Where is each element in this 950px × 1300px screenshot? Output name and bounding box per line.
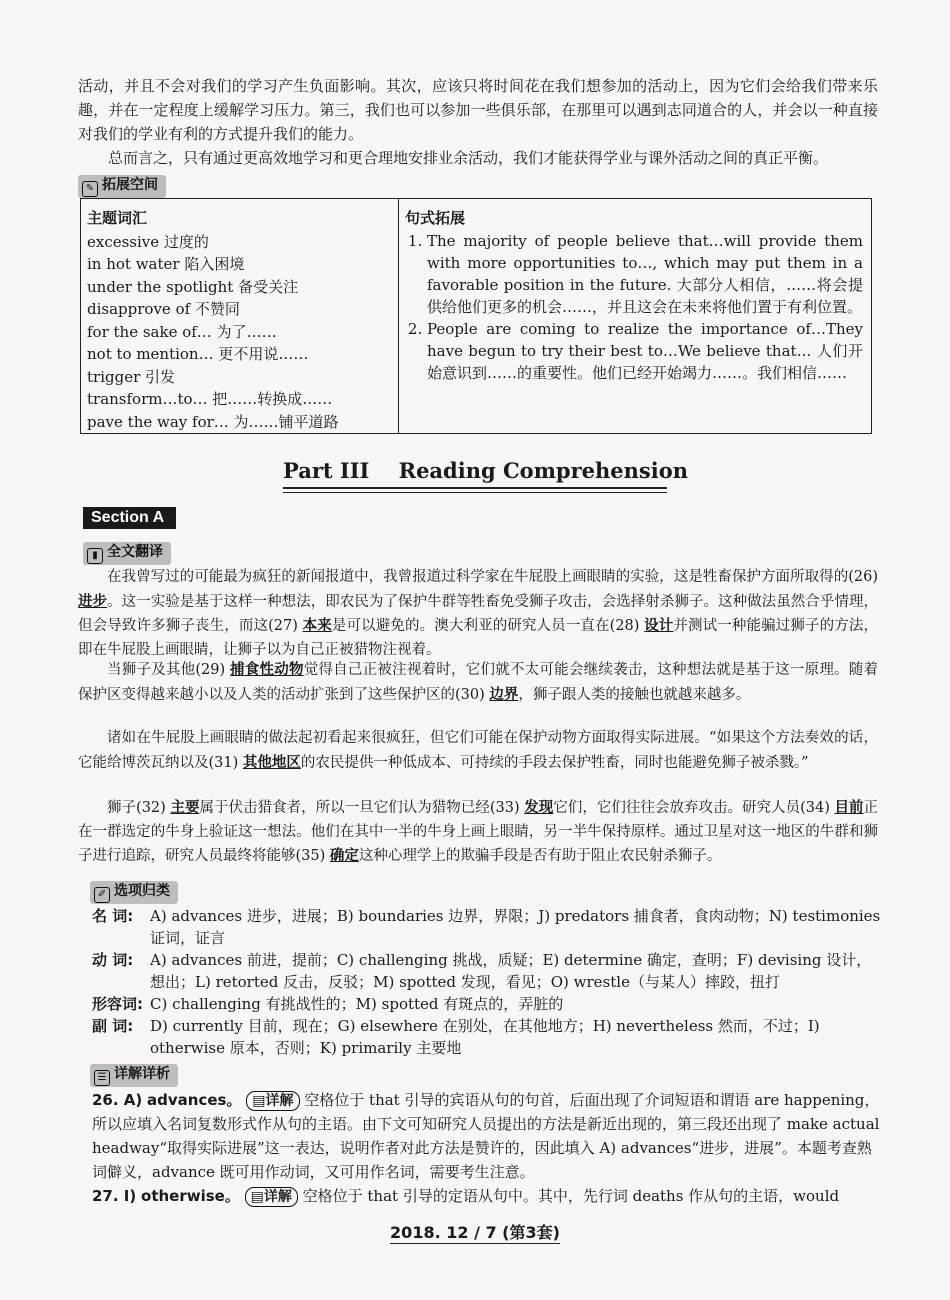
- analysis-tag: [90, 1063, 178, 1087]
- answer-number: 26. A): [92, 1091, 143, 1109]
- detail-badge: [245, 1187, 298, 1207]
- answer-word: otherwise。: [141, 1187, 240, 1205]
- option-row-label: 形容词:: [92, 995, 143, 1013]
- text-run: 它们，它们往往会放弃攻击。研究人员(34): [553, 800, 835, 816]
- translation-paragraph-3: [78, 727, 878, 775]
- translation-paragraph-4: [78, 796, 878, 869]
- text-run: 狮子(32): [107, 800, 171, 816]
- detail-badge: [246, 1091, 299, 1111]
- translation-tag-label: 全文翻译: [107, 544, 163, 560]
- answer-27: [92, 1184, 882, 1208]
- vocab-item: transform…to… 把……转换成……: [87, 390, 333, 408]
- vocab-item: not to mention… 更不用说……: [87, 345, 309, 363]
- translation-tag: [83, 541, 171, 565]
- text-run: 在我曾写过的可能最为疯狂的新闻报道中，我曾报道过科学家在牛屁股上画眼睛的实验，这是牲畜保护方面所取得的(26): [107, 569, 878, 585]
- text-run: 是可以避免的。澳大利亚的研究人员一直在(28): [331, 618, 645, 634]
- option-row-adjective: [92, 993, 882, 1015]
- section-label: Section A: [83, 507, 176, 529]
- option-row-noun: [92, 905, 882, 949]
- text-run: 当狮子及其他(29): [107, 662, 231, 678]
- expansion-tag-label: 拓展空间: [102, 177, 158, 193]
- answer-explanation: 空格位于 that 引导的定语从句中。其中，先行词 deaths 作从句的主语，would: [302, 1187, 840, 1205]
- answer-word: 主要: [170, 799, 200, 816]
- book-icon: ▮: [87, 548, 103, 564]
- vocab-item: excessive 过度的: [87, 232, 209, 251]
- vocab-item: trigger 引发: [87, 367, 176, 386]
- expansion-box: [80, 198, 872, 434]
- detail-icon: ▤: [252, 1093, 266, 1109]
- answer-word: 捕食性动物: [230, 661, 304, 678]
- answer-word: 本来: [302, 617, 332, 634]
- text-run: 这种心理学上的欺骗手段是否有助于阻止农民射杀狮子。: [358, 848, 722, 864]
- page-footer: [0, 1220, 950, 1243]
- text-run: 诸如在牛屁股上画眼睛的做法起初看起来很疯狂，但它们可能在保护动物方面取得实际进展。“如果这个方法奏效的话，它能给博茨瓦纳以及(31): [78, 730, 878, 771]
- option-row-text: A) advances 进步，进展；B) boundaries 边界，界限；J) predators 捕食者，食肉动物；N) testimonies 证词，证言: [150, 907, 881, 947]
- option-row-label: 名 词:: [92, 907, 134, 925]
- detail-badge-label: 详解: [265, 1093, 294, 1109]
- vocab-title: 主题词汇: [87, 209, 148, 227]
- vocab-item: under the spotlight 备受关注: [87, 277, 299, 296]
- text-run: ，狮子跟人类的接触也就越来越多。: [518, 686, 751, 703]
- option-row-text: C) challenging 有挑战性的；M) spotted 有斑点的，弄脏的: [150, 995, 564, 1013]
- vocab-item: in hot water 陷入困境: [87, 255, 245, 273]
- answer-word: 目前: [834, 799, 864, 816]
- intro-paragraph-1: 活动，并且不会对我们的学习产生负面影响。其次，应该只将时间花在我们想参加的活动上，因为它们会给我们带来乐趣，并在一定程度上缓解学习压力。第三，我们也可以参加一些俱乐部，在那里可以遇到志同道合的人，并会以一种直接对我们的学业有利的方式提升我们的能力。: [78, 77, 878, 143]
- answer-word: 发现: [524, 799, 554, 816]
- options-tag: [90, 880, 178, 904]
- option-row-adverb: [92, 1015, 882, 1059]
- answer-word: 进步: [78, 592, 108, 610]
- answer-word: 其他地区: [242, 753, 301, 771]
- options-tag-label: 选项归类: [114, 883, 170, 899]
- answer-word: advances。: [147, 1091, 242, 1109]
- option-row-text: A) advances 前进，提前；C) challenging 挑战，质疑；E) determine 确定，查明；F) devising 设计，想出；L) retorted 反击，反驳；M) spotted 发现，看见；O) wrestle（与某人）摔跤，扭打: [150, 951, 872, 991]
- analysis-tag-label: 详解详析: [114, 1066, 170, 1082]
- text-run: 觉得自己正被注视着时，它们就不太可能会继续袭击，这种想法就是基于这一原理。随着保护区变得越来越小以及人类的活动扩张到了这些保护区的(30): [78, 662, 879, 703]
- option-row-label: 副 词:: [92, 1017, 134, 1035]
- footer-text: 2018. 12 / 7 (第3套): [390, 1223, 560, 1242]
- option-row-label: 动 词:: [92, 951, 134, 969]
- text-run: 的农民提供一种低成本、可持续的手段去保护牲畜，同时也能避免狮子被杀戮。”: [300, 754, 809, 771]
- vocab-item: for the sake of… 为了……: [87, 322, 277, 341]
- answer-26: [92, 1088, 882, 1184]
- text-run: 并测试一种能骗过狮子的方法，即在牛屁股上画眼睛，让狮子以为自己正被猎物注视着。: [78, 618, 879, 658]
- detail-badge-label: 详解: [263, 1189, 292, 1205]
- translation-paragraph-1: [78, 566, 878, 662]
- pattern-item: 1. The majority of people believe that…will provide them with more opportunities to…, which may put them in a favorable position in the future. 大部分人相信，……将会提供给他们更多的机会……，并且这会在未来将他们置于有利位置。: [427, 230, 863, 318]
- pattern-title: 句式拓展: [405, 209, 466, 227]
- part-title: Part III Reading Comprehension: [283, 458, 667, 489]
- notes-icon: ☰: [94, 1070, 110, 1086]
- pattern-item: 2. People are coming to realize the importance of…They have begun to try their best to…We believe that… 人们开始意识到……的重要性。他们已经开始竭力……。我们相信……: [427, 318, 863, 384]
- translation-paragraph-2: [78, 658, 878, 707]
- pen-icon: ✎: [82, 181, 98, 197]
- text-run: 属于伏击猎食者，所以一旦它们认为猎物已经(33): [199, 800, 525, 816]
- answer-word: 确定: [329, 847, 359, 864]
- text-run: 。这一实验是基于这样一种想法，即农民为了保护牛群等牲畜免受狮子攻击，会选择射杀狮子。这种做法虽然合乎情理，但会导致许多狮子丧生，而这(27): [78, 593, 878, 634]
- option-row-verb: [92, 949, 882, 993]
- expansion-tag: [78, 174, 166, 198]
- vocab-item: pave the way for… 为……铺平道路: [87, 412, 339, 431]
- answer-explanation: 空格位于 that 引导的宾语从句的句首，后面出现了介词短语和谓语 are happening，所以应填入名词复数形式作从句的主语。由下文可知研究人员提出的方法是新近出现的，第三段还出现了 make actual headway“取得实际进展”这一表达，说明作者对此方法是赞许的，因此填入 A) advances“进步，进展”。本题考查熟词僻义，advance 既可用作动词，又可用作名词，需要考生注意。: [92, 1091, 880, 1181]
- answer-word: 边界: [489, 685, 519, 703]
- vocab-column: [81, 199, 399, 433]
- pencil-icon: ✐: [94, 887, 110, 903]
- answer-number: 27. I): [92, 1187, 137, 1205]
- text-run: 正在一群选定的牛身上验证这一想法。他们在其中一半的牛身上画上眼睛，另一半牛保持原样。通过卫星对这一地区的牛群和狮子进行追踪，研究人员最终将能够(35): [78, 800, 879, 864]
- answer-word: 设计: [644, 617, 674, 634]
- vocab-item: disapprove of 不赞同: [87, 300, 240, 318]
- option-row-text: D) currently 目前，现在；G) elsewhere 在别处，在其他地方；H) nevertheless 然而，不过；I) otherwise 原本，否则；K) primarily 主要地: [150, 1017, 820, 1057]
- pattern-column: [399, 199, 871, 433]
- intro-paragraph-2: 总而言之，只有通过更高效地学习和更合理地安排业余活动，我们才能获得学业与课外活动之间的真正平衡。: [108, 149, 829, 167]
- detail-icon: ▤: [250, 1189, 264, 1205]
